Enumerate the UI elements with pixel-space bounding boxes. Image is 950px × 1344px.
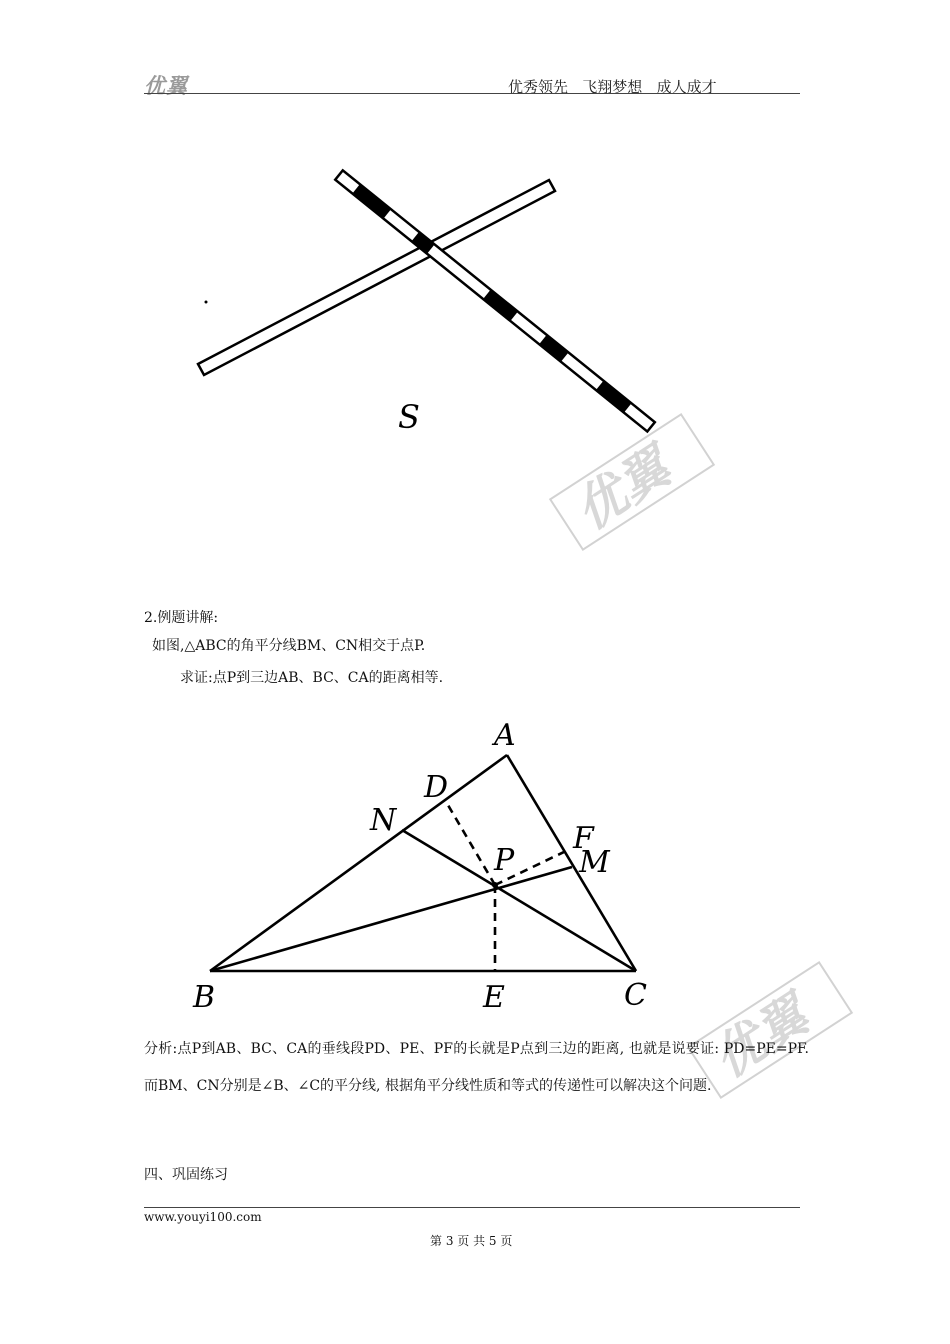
analysis-paragraph: 分析:点P到AB、BC、CA的垂线段PD、PE、PF的长就是P点到三边的距离, 也就是说要证: PD=PE=PF.而BM、CN分别是∠B、∠C的平分线, 根据角平分线性质和等式的传递性可以解决这个问题. [144,1041,809,1094]
label-f: F [573,821,594,856]
example-title: 2.例题讲解: [144,610,219,626]
footer-url: www.youyi100.com [144,1210,262,1224]
label-p: P [494,843,515,878]
figure1-label-s: S [398,398,420,436]
watermark-2-text: 优翼 [702,985,819,1089]
label-b: B [193,980,216,1015]
label-a: A [494,718,516,753]
label-c: C [624,978,647,1013]
page-number: 第 3 页 共 5 页 [430,1234,513,1248]
watermark-1-text: 优翼 [564,437,681,541]
header-slogan: 优秀领先 飞翔梦想 成人成才 [508,78,717,96]
footer-rule [144,1207,800,1208]
label-e: E [483,980,505,1015]
example-line1: 如图,△ABC的角平分线BM、CN相交于点P. [152,638,426,654]
section-four-heading: 四、巩固练习 [144,1167,228,1183]
label-d: D [424,770,449,805]
header-logo: 优翼 [144,74,188,98]
example-line2: 求证:点P到三边AB、BC、CA的距离相等. [180,670,444,686]
label-n: N [370,803,397,838]
label-m: M [579,845,610,880]
